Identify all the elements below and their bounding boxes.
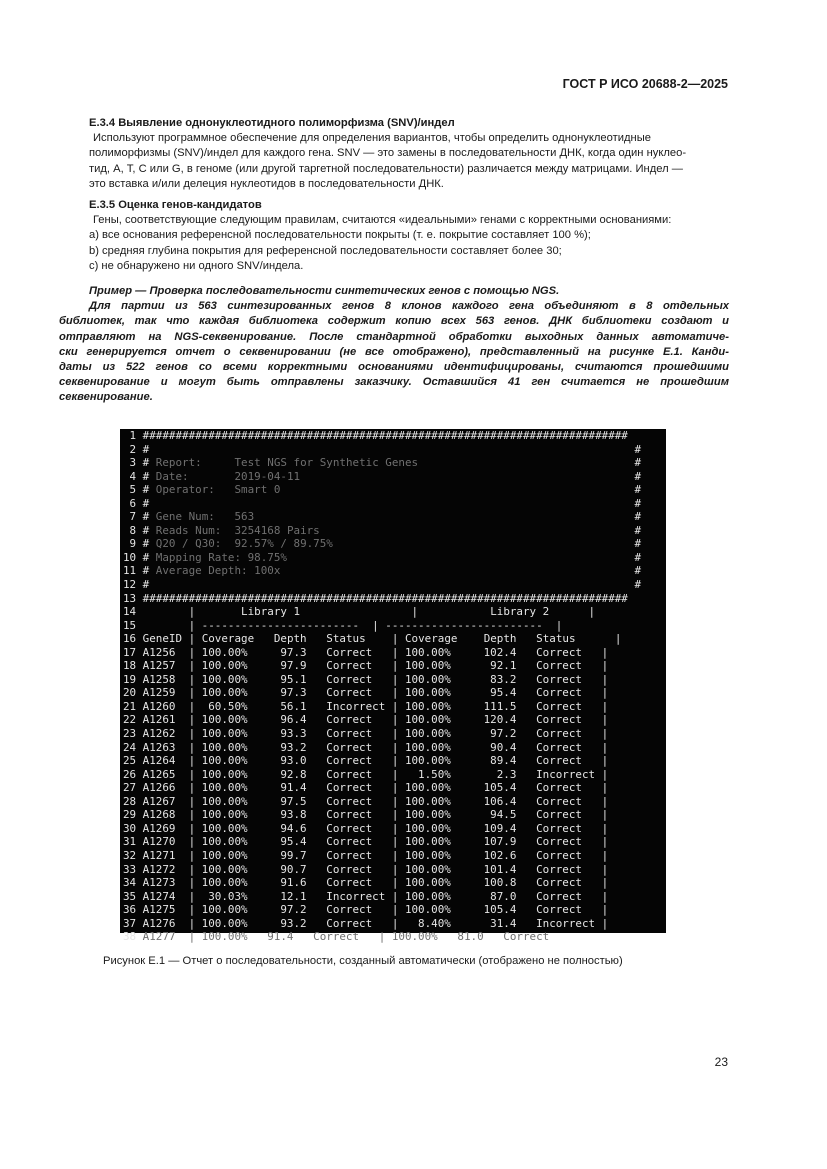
section-e35	[89, 198, 729, 274]
report-label: Date:	[155, 469, 189, 483]
table-row: A1265 | 100.00% 92.8 Correct | 1.50% 2.3 Incorrect |	[142, 767, 609, 781]
line-number: 11	[123, 564, 143, 578]
line-number: 13	[123, 591, 143, 605]
line-number: 27	[123, 781, 143, 795]
table-row: A1263 | 100.00% 93.2 Correct | 100.00% 90.4 Correct |	[142, 740, 609, 754]
line-number: 29	[123, 808, 143, 822]
section-e34-title: Е.3.4 Выявление однонуклеотидного полиморфизма (SNV)/индел	[89, 117, 455, 129]
example-line: библиотек, так что каждая библиотека содержит копию всех 563 генов. ДНК библиотеки создают и	[59, 315, 729, 328]
report-value: 92.57% / 89.75%	[234, 537, 333, 551]
section-e34-line: тид, А, Т, С или G, в геноме (или другой таргетной последовательности) различается между матрицами. Индел —	[89, 162, 683, 175]
table-row: A1270 | 100.00% 95.4 Correct | 100.00% 107.9 Correct |	[142, 835, 609, 849]
line-number: 20	[123, 686, 143, 700]
section-e34-line: это вставка и/или делеция нуклеотидов в последовательности ДНК.	[89, 177, 444, 190]
line-number: 34	[123, 876, 143, 890]
line-number: 5	[123, 483, 143, 497]
hash-line: ##########################################################################	[142, 591, 628, 605]
report-label: Q20 / Q30:	[155, 537, 222, 551]
table-row: A1259 | 100.00% 97.3 Correct | 100.00% 95.4 Correct |	[142, 686, 609, 700]
example-line: даты из 522 генов со всеми корректными основаниями идентифицированы, считаются прошедшими	[59, 361, 729, 374]
line-number: 6	[123, 496, 143, 510]
report-label: Report:	[155, 456, 202, 470]
line-number: 15	[123, 618, 143, 632]
table-row: A1273 | 100.00% 91.6 Correct | 100.00% 100.8 Correct |	[142, 876, 609, 890]
example-line: секвенирование и могут быть отправлены заказчику. Оставшийся 41 ген считается не прошедшим	[59, 376, 729, 389]
table-row: A1266 | 100.00% 91.4 Correct | 100.00% 105.4 Correct |	[142, 781, 609, 795]
line-number: 28	[123, 794, 143, 808]
line-number: 23	[123, 727, 143, 741]
report-label: Operator:	[155, 483, 215, 497]
col-status: Status	[536, 632, 576, 646]
line-number: 12	[123, 578, 143, 592]
example-line: секвенирование.	[59, 391, 153, 404]
line-number: 31	[123, 835, 143, 849]
section-e35-line: Гены, соответствующие следующим правилам, считаются «идеальными» генами с корректными основаниями:	[93, 214, 672, 227]
terminal-text: 1 ########################################################################## 2 # # 3 # Report: Test NGS for Synthetic Genes # 4 # Date: 2019-04-11 # 5 # Operator: Smart 0 # 6 # # 7 # Gene Num: 563 # 8 # Reads Num: 3254168 Pairs # 9 # Q20 / Q30: 92.57% / 89.75% # 10 # Mapping Rate: 98.75% # 11 # Average Depth: 100x # 12 # # 13 ########################################################################## 14 | Library 1 | Library 2 | 15 | ------------------------ | ------------------------ | 16 GeneID | Coverage Depth Status | Coverage Depth Status | 17 A1256 | 100.00% 97.3 Correct | 100.00% 102.4 Correct | 18 A1257 | 100.00% 97.9 Correct | 100.00% 92.1 Correct | 19 A1258 | 100.00% 95.1 Correct | 100.00% 83.2 Correct | 20 A1259 | 100.00% 97.3 Correct | 100.00% 95.4 Correct | 21 A1260 | 60.50% 56.1 Incorrect | 100.00% 111.5 Correct | 22 A1261 | 100.00% 96.4 Correct | 100.00% 120.4 Correct | 23 A1262 | 100.00% 93.3 Correct | 100.00% 97.2 Correct | 24 A1263 | 100.00% 93.2 Correct | 100.00% 90.4 Correct | 25 A1264 | 100.00% 93.0 Correct | 100.00% 89.4 Correct | 26 A1265 | 100.00% 92.8 Correct | 1.50% 2.3 Incorrect | 27 A1266 | 100.00% 91.4 Correct | 100.00% 105.4 Correct | 28 A1267 | 100.00% 97.5 Correct | 100.00% 106.4 Correct | 29 A1268 | 100.00% 93.8 Correct | 100.00% 94.5 Correct | 30 A1269 | 100.00% 94.6 Correct | 100.00% 109.4 Correct | 31 A1270 | 100.00% 95.4 Correct | 100.00% 107.9 Correct | 32 A1271 | 100.00% 99.7 Correct | 100.00% 102.6 Correct | 33 A1272 | 100.00% 90.7 Correct | 100.00% 101.4 Correct | 34 A1273 | 100.00% 91.6 Correct | 100.00% 100.8 Correct | 35 A1274 | 30.03% 12.1 Incorrect | 100.00% 87.0 Correct | 36 A1275 | 100.00% 97.2 Correct | 100.00% 105.4 Correct | 37 A1276 | 100.00% 93.2 Correct | 8.40% 31.4 Incorrect | 38 A1277 | 100.00% 91.4 Correct | 100.00% 81.0 Correct	[123, 429, 642, 944]
col-depth: Depth	[273, 632, 307, 646]
table-row: A1262 | 100.00% 93.3 Correct | 100.00% 97.2 Correct |	[142, 727, 609, 741]
table-row: A1267 | 100.00% 97.5 Correct | 100.00% 106.4 Correct |	[142, 794, 609, 808]
table-row: A1272 | 100.00% 90.7 Correct | 100.00% 101.4 Correct |	[142, 862, 609, 876]
line-number: 26	[123, 767, 143, 781]
col-geneid: GeneID	[142, 632, 183, 646]
library-2-title: Library 2	[490, 605, 550, 619]
line-number: 10	[123, 550, 143, 564]
report-label: Average Depth:	[155, 564, 248, 578]
page-number: 23	[714, 1055, 728, 1069]
line-number: 22	[123, 713, 143, 727]
table-row: A1260 | 60.50% 56.1 Incorrect | 100.00% 111.5 Correct |	[142, 699, 609, 713]
example-block	[59, 284, 729, 406]
report-value: 100x	[254, 564, 281, 578]
report-value: 98.75%	[247, 550, 287, 564]
report-value: 563	[234, 510, 255, 524]
line-number: 35	[123, 889, 143, 903]
report-label: Reads Num:	[155, 523, 222, 537]
library-1-title: Library 1	[241, 605, 301, 619]
table-row: A1268 | 100.00% 93.8 Correct | 100.00% 94.5 Correct |	[142, 808, 609, 822]
report-label: Gene Num:	[155, 510, 215, 524]
table-row: A1258 | 100.00% 95.1 Correct | 100.00% 83.2 Correct |	[142, 672, 609, 686]
line-number: 2	[123, 442, 143, 456]
line-number: 37	[123, 916, 143, 930]
line-number: 30	[123, 821, 143, 835]
figure-caption: Рисунок Е.1 — Отчет о последовательности, созданный автоматически (отображено не полностью)	[103, 955, 623, 967]
table-row: A1269 | 100.00% 94.6 Correct | 100.00% 109.4 Correct |	[142, 821, 609, 835]
line-number: 25	[123, 754, 143, 768]
section-e34	[89, 116, 729, 192]
example-line: Для партии из 563 синтезированных генов 8 клонов каждого гена объединяют в 8 отдельных	[89, 300, 729, 313]
section-e35-line: а) все основания референсной последовательности покрыты (т. е. покрытие составляет 100 %);	[89, 229, 591, 242]
example-line: отправляют на NGS-секвенирование. После стандартной обработки выходных данных автоматиче-	[59, 330, 729, 343]
section-e35-title: Е.3.5 Оценка генов-кандидатов	[89, 199, 262, 211]
section-e35-line: с) не обнаружено ни одного SNV/индела.	[89, 259, 304, 272]
line-number: 7	[123, 510, 143, 524]
hash-line: ##########################################################################	[142, 429, 628, 442]
line-number: 18	[123, 659, 143, 673]
table-row: A1271 | 100.00% 99.7 Correct | 100.00% 102.6 Correct |	[142, 848, 609, 862]
table-row: A1274 | 30.03% 12.1 Incorrect | 100.00% 87.0 Correct |	[142, 889, 609, 903]
sequencing-report-terminal	[120, 429, 666, 944]
report-value: Smart 0	[234, 483, 281, 497]
example-title: Пример — Проверка последовательности синтетических генов с помощью NGS.	[89, 285, 560, 297]
line-number: 16	[123, 632, 143, 646]
line-number: 1	[123, 429, 143, 442]
line-number: 3	[123, 456, 143, 470]
report-label: Mapping Rate:	[155, 550, 242, 564]
document-header: ГОСТ Р ИСО 20688-2—2025	[562, 77, 728, 91]
table-row: A1276 | 100.00% 93.2 Correct | 8.40% 31.4 Incorrect |	[142, 916, 609, 930]
line-number: 21	[123, 699, 143, 713]
line-number: 19	[123, 672, 143, 686]
table-row: A1256 | 100.00% 97.3 Correct | 100.00% 102.4 Correct |	[142, 645, 609, 659]
table-row: A1257 | 100.00% 97.9 Correct | 100.00% 92.1 Correct |	[142, 659, 609, 673]
col-status: Status	[326, 632, 366, 646]
table-row: A1275 | 100.00% 97.2 Correct | 100.00% 105.4 Correct |	[142, 903, 609, 917]
line-number: 4	[123, 469, 143, 483]
line-number: 9	[123, 537, 143, 551]
line-number: 17	[123, 645, 143, 659]
line-number: 32	[123, 848, 143, 862]
report-value: Test NGS for Synthetic Genes	[234, 456, 419, 470]
section-e34-line: полиморфизмы (SNV)/индел для каждого гена. SNV — это замены в последовательности ДНК, когда один нуклео-	[89, 147, 687, 160]
line-number: 8	[123, 523, 143, 537]
report-value: 3254168 Pairs	[234, 523, 320, 537]
report-value: 2019-04-11	[234, 469, 301, 483]
line-number: 24	[123, 740, 143, 754]
example-line: ски генерируется отчет о секвенировании (не все отображено), представленный на рисунке Е.1. Канди-	[59, 345, 729, 358]
table-row: A1261 | 100.00% 96.4 Correct | 100.00% 120.4 Correct |	[142, 713, 609, 727]
col-coverage: Coverage	[201, 632, 255, 646]
col-coverage: Coverage	[404, 632, 458, 646]
section-e35-line: b) средняя глубина покрытия для референсной последовательности составляет более 30;	[89, 244, 562, 257]
line-number: 33	[123, 862, 143, 876]
line-number: 36	[123, 903, 143, 917]
section-e34-line: Используют программное обеспечение для определения вариантов, чтобы определить однонуклеотидные	[93, 132, 651, 145]
col-depth: Depth	[483, 632, 517, 646]
table-row: A1264 | 100.00% 93.0 Correct | 100.00% 89.4 Correct |	[142, 754, 609, 768]
line-number: 14	[123, 605, 143, 619]
